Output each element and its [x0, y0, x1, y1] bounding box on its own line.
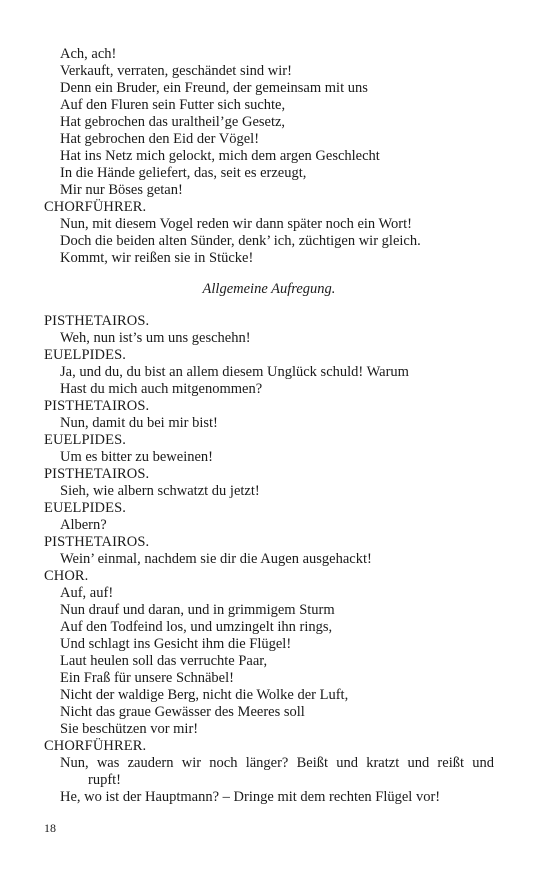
verse-line: Weh, nun ist’s um uns geschehn!	[60, 330, 251, 346]
verse-line: Ja, und du, du bist an allem diesem Unglück schuld! Warum	[60, 364, 409, 380]
verse-line: Laut heulen soll das verruchte Paar,	[60, 653, 268, 669]
verse-line-continuation: rupft!	[88, 772, 122, 788]
speaker-name: PISTHETAIROS.	[44, 534, 150, 550]
verse-line: Sie beschützen vor mir!	[60, 721, 199, 737]
speaker-name: PISTHETAIROS.	[44, 398, 150, 414]
verse-line: Sieh, wie albern schwatzt du jetzt!	[60, 483, 260, 499]
speaker-name: PISTHETAIROS.	[44, 313, 150, 329]
verse-line: Und schlagt ins Gesicht ihm die Flügel!	[60, 636, 292, 652]
verse-line: Ach, ach!	[60, 46, 117, 62]
verse-line: Auf den Fluren sein Futter sich suchte,	[60, 97, 286, 113]
page-number: 18	[44, 821, 56, 835]
verse-line: He, wo ist der Hauptmann? – Dringe mit dem rechten Flügel vor!	[60, 789, 441, 805]
verse-line: Nun, was zaudern wir noch länger? Beißt und kratzt und reißt und	[60, 755, 494, 771]
stage-direction: Allgemeine Aufregung.	[202, 281, 336, 297]
drama-text	[44, 46, 494, 806]
speaker-name: CHOR.	[44, 568, 89, 584]
verse-line: Hat ins Netz mich gelockt, mich dem argen Geschlecht	[60, 148, 380, 164]
verse-line: Nun, damit du bei mir bist!	[60, 415, 218, 431]
speaker-name: EUELPIDES.	[44, 500, 126, 516]
speaker-name: EUELPIDES.	[44, 347, 126, 363]
verse-line: Mir nur Böses getan!	[60, 182, 183, 198]
verse-line: Nun, mit diesem Vogel reden wir dann später noch ein Wort!	[60, 216, 412, 232]
verse-line: Hast du mich auch mitgenommen?	[60, 381, 263, 397]
verse-line: Ein Fraß für unsere Schnäbel!	[60, 670, 234, 686]
verse-line: In die Hände geliefert, das, seit es erzeugt,	[60, 165, 307, 181]
verse-line: Albern?	[60, 517, 107, 533]
verse-line: Nun drauf und daran, und in grimmigem Sturm	[60, 602, 335, 618]
verse-line: Hat gebrochen das uraltheil’ge Gesetz,	[60, 114, 286, 130]
verse-line: Nicht der waldige Berg, nicht die Wolke der Luft,	[60, 687, 349, 703]
verse-line: Auf, auf!	[60, 585, 114, 601]
speaker-name: CHORFÜHRER.	[44, 199, 147, 215]
verse-line: Um es bitter zu beweinen!	[60, 449, 214, 465]
speaker-name: CHORFÜHRER.	[44, 738, 147, 754]
verse-line: Verkauft, verraten, geschändet sind wir!	[60, 63, 292, 79]
verse-line: Wein’ einmal, nachdem sie dir die Augen ausgehackt!	[60, 551, 372, 567]
verse-line: Doch die beiden alten Sünder, denk’ ich, züchtigen wir gleich.	[60, 233, 421, 249]
verse-line: Hat gebrochen den Eid der Vögel!	[60, 131, 260, 147]
speaker-name: PISTHETAIROS.	[44, 466, 150, 482]
verse-line: Auf den Todfeind los, und umzingelt ihn rings,	[60, 619, 333, 635]
verse-line: Denn ein Bruder, ein Freund, der gemeinsam mit uns	[60, 80, 368, 96]
verse-line: Nicht das graue Gewässer des Meeres soll	[60, 704, 305, 720]
speaker-name: EUELPIDES.	[44, 432, 126, 448]
verse-line: Kommt, wir reißen sie in Stücke!	[60, 250, 254, 266]
